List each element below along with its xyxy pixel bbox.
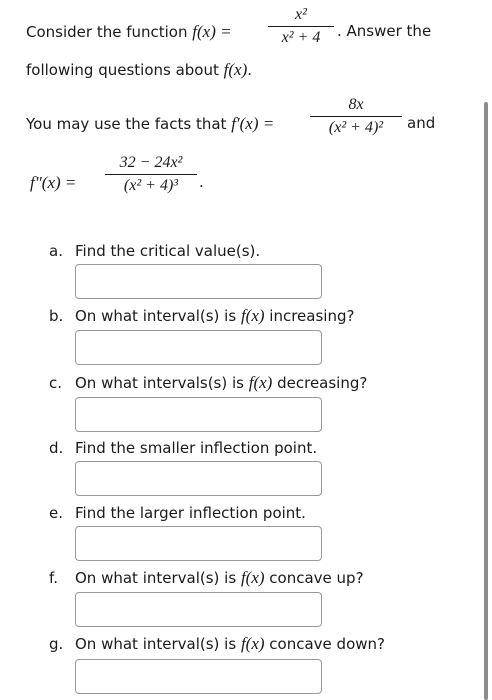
facts-end: . [199, 173, 204, 191]
question-f-label [49, 568, 364, 588]
question-c-label [49, 373, 367, 393]
question-letter: d. [49, 439, 64, 457]
answer-field-b[interactable] [75, 330, 322, 365]
question-letter: c. [49, 374, 63, 392]
intro-line2-suffix: . [247, 61, 253, 79]
facts-prefix: You may use the facts that [26, 115, 232, 133]
question-text-before: On what interval(s) is [75, 635, 241, 653]
fprime-lhs: f′(x) = [231, 114, 275, 133]
facts-line-1 [26, 114, 274, 134]
intro-function-lhs: f(x) = [192, 22, 232, 41]
scrollbar[interactable] [484, 102, 488, 700]
question-g-label [49, 634, 385, 654]
question-fx: f(x) [240, 634, 265, 653]
question-letter: e. [49, 504, 63, 522]
question-fx: f(x) [240, 568, 265, 587]
question-text-before: On what interval(s) is [75, 307, 241, 325]
question-text-after: concave down? [264, 635, 385, 653]
question-fx: f(x) [248, 373, 273, 392]
fdouble-lhs: f″(x) = [30, 173, 77, 192]
question-b-label [49, 306, 354, 326]
intro-function-denominator: x² + 4 [281, 29, 321, 46]
answer-field-f[interactable] [75, 592, 322, 627]
answer-field-c[interactable] [75, 397, 322, 432]
fprime-denominator: (x² + 4)² [328, 119, 384, 136]
answer-field-e[interactable] [75, 526, 322, 561]
intro-suffix: . Answer the [337, 22, 432, 40]
fprime-fraction [310, 94, 402, 139]
facts-and: and [407, 114, 436, 132]
question-letter: g. [49, 635, 64, 653]
question-a-label [49, 242, 260, 260]
question-text: Find the larger inflection point. [75, 504, 306, 522]
question-text: Find the critical value(s). [75, 242, 261, 260]
intro-line-1 [26, 22, 232, 42]
question-d-label [49, 439, 317, 457]
question-text-after: concave up? [264, 569, 364, 587]
question-letter: a. [49, 242, 63, 260]
question-letter: b. [49, 307, 64, 325]
question-text-after: increasing? [264, 307, 355, 325]
fdouble-denominator: (x² + 4)³ [123, 177, 179, 194]
intro-line2-prefix: following questions about [26, 61, 224, 79]
fdouble-fraction [105, 152, 197, 197]
fdouble-numerator: 32 − 24x² [119, 154, 183, 171]
intro-line-2 [26, 60, 252, 80]
question-letter: f. [49, 569, 58, 587]
fprime-numerator: 8x [348, 96, 364, 113]
question-text: Find the smaller inflection point. [75, 439, 318, 457]
answer-field-g[interactable] [75, 659, 322, 694]
question-e-label [49, 504, 306, 522]
answer-field-d[interactable] [75, 461, 322, 496]
intro-function-fraction [268, 4, 334, 49]
question-fx: f(x) [240, 306, 265, 325]
question-text-after: decreasing? [272, 374, 368, 392]
intro-prefix: Consider the function [26, 23, 193, 41]
intro-line2-fx: f(x) [223, 60, 248, 79]
intro-function-numerator: x² [295, 6, 307, 23]
answer-field-a[interactable] [75, 264, 322, 299]
question-text-before: On what intervals(s) is [75, 374, 249, 392]
question-text-before: On what interval(s) is [75, 569, 241, 587]
